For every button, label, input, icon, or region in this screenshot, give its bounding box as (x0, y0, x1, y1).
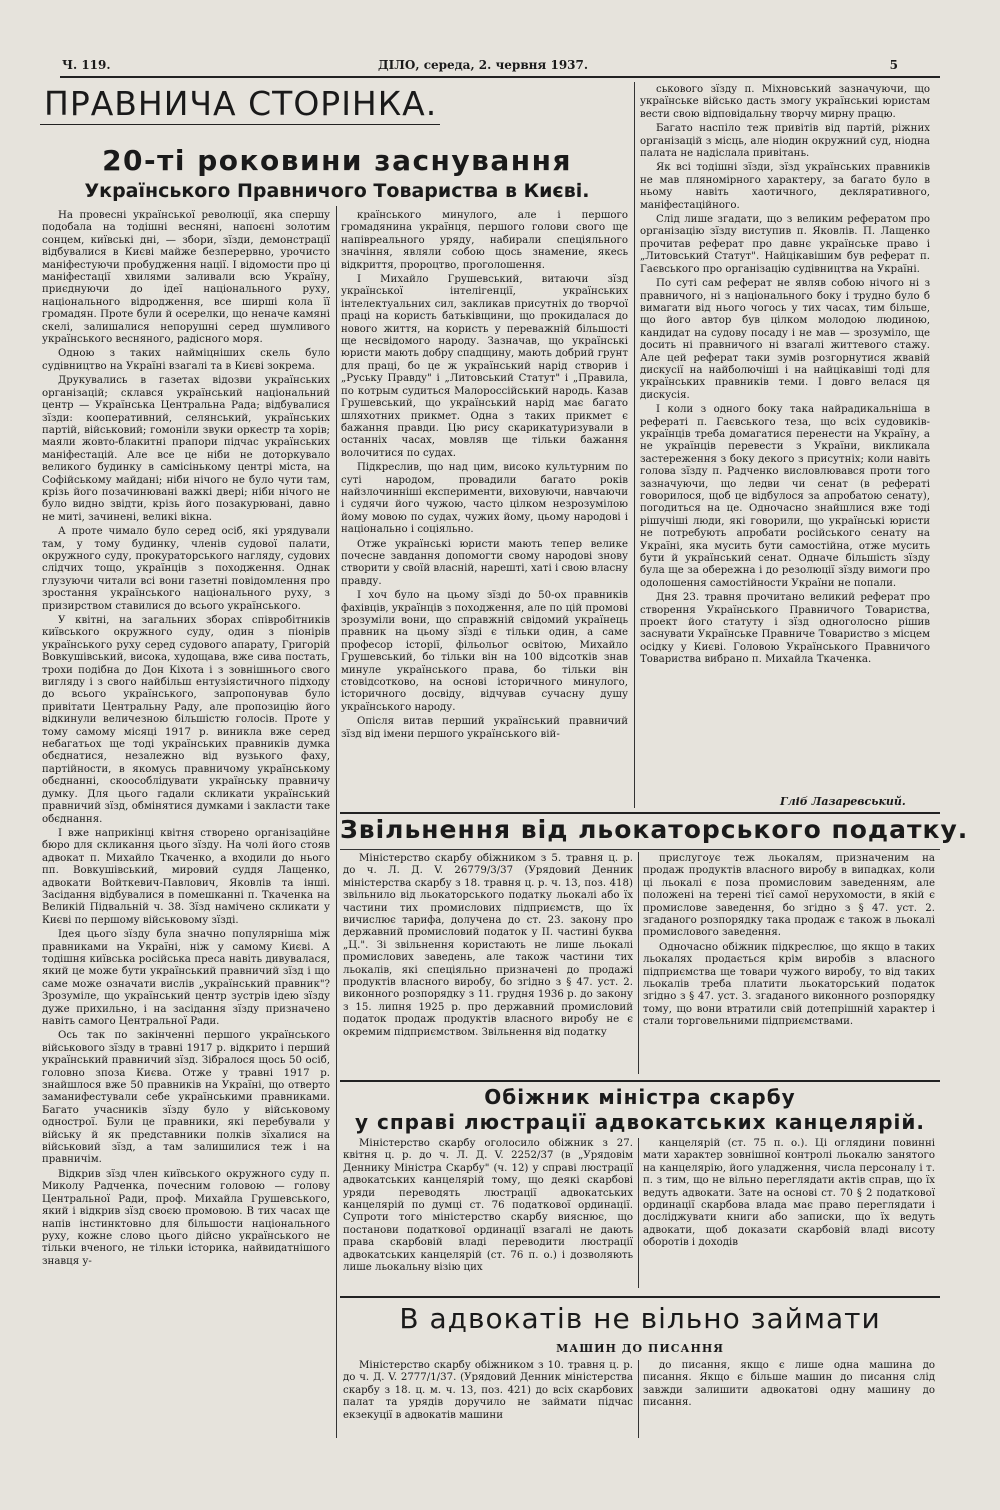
paragraph: І Михайло Грушевський, витаючи зїзд української інтелігенції, українських інтелектуальних сил, закликав присутніх до творчої праці на користь батьківщини, що прокидалася до нового життя, на користь у переважній більшості ще несвідомого народу. Зазначав, що українські юристи мають добру спадщину, мають добрий грунт для праці, бо це ж український нарід створив і „Руську Правду" і „Литовський Статут" і „Правила, по котрым судиться Малороссійський народь. Казав Грушевський, що український нарід має багато шляхотних прикмет. Одна з таких прикмет є бажання правди. Цю рису скарикатуризували в останніх часах, мовляв ще тільки бажання волочитися по судах. (341, 274, 628, 459)
paragraph: Міністерство скарбу обіжником з 5. травня ц. р. до ч. Л. Д. V. 26779/3/37 (Урядовий Денник міністерства скарбу з 18. травня ц. р. ч. 13, поз. 418) звільнило від льокаторського податку льокалі або їх частини тих промислових підприємств, що їх вичислює тарифа, долучена до ст. 23. закону про державний промисловий податок у ІІ. частині буква „Ц.". Зі звільнення користають не лише льокалі промислових заведень, але також частини тих льокалів, які спеціяльно призначені до продажі продуктів власного виробу, бо згідно з § 47. уст. 2. виконного розпорядку з 11. грудня 1936 р. до закону з 15. липня 1925 р. про державний промисловий податок продаж продуктів власного виробу не є окремим підприємством. Звільнення від податку (343, 853, 633, 1038)
issue-number: Ч. 119. (62, 58, 111, 72)
masthead-date: ДІЛО, середа, 2. червня 1937. (378, 58, 589, 72)
paragraph: Відкрив зїзд член київського окружного суду п. Миколу Радченка, почесним головою — голову Центральної Ради, проф. Михайла Грушевського, який і відкрив зїзд своєю промовою. В тих часах ще напів інстинктовно для більшости національного руху, кожне слово цього дійсно українського не тільки вченого, не тільки історика, найвидатнішого знавця у- (42, 1168, 330, 1267)
paragraph: до писання, якщо є лише одна машина до писання. Якщо є більше машин до писання слід завжди залишити адвокатові одну машину до писання. (643, 1360, 935, 1409)
article1-column-3 (640, 84, 930, 789)
paragraph: А проте чимало було серед осіб, які урядували там, у тому будинку, членів судової палати, окружного суду, прокураторського нагляду, судових слідчих тощо, українців з походження. Однак глузуючи читали всі вони газетні повідомлення про зростання українського національного руху, з призирством ставилися до всього українського. (42, 526, 330, 612)
paragraph: країнського минулого, але і першого громадянина українця, першого голови свого ще напівреального уряду, набирали спеціяльного значіння, являли собою щось знамение, якесь відкриття, пророцтво, проголошення. (341, 210, 628, 271)
article-divider (340, 1296, 940, 1298)
paragraph: Міністерство скарбу оголосило обіжник з 27. квітня ц. р. до ч. Л. Д. V. 2252/37 (в „Урядовім Деннику Міністра Скарбу" (ч. 12) у справі люстрації адвокатських канцелярій тому, що деякі скарбові уряди переводять люстрації адвокатських канцелярій по думці ст. 76 податкової ординації. Супроти того міністерство скарбу вияснює, що постанови податкової ординації взагалі не дають права скарбовій владі переводити люстрації адвокатських канцелярій (ст. 76 п. о.) і дозволяють лише льокальну візію цих (343, 1138, 633, 1274)
paragraph: Підкреслив, що над цим, високо культурним по суті народом, провадили багато років найзлочинніші експерименти, виховуючи, навчаючи і судячи його чужою, часто цілком незрозумілою йому мовою по судах, чужих йому, цьому народові і національно і соціяльно. (341, 462, 628, 536)
article4-subtitle: МАШИН ДО ПИСАННЯ (556, 1342, 724, 1355)
article3-title-line2: у справі люстрації адвокатських канцелярій. (354, 1110, 926, 1134)
article2-column-1 (343, 853, 633, 1073)
column-rule (634, 82, 635, 808)
article4-column-1 (343, 1360, 633, 1440)
paragraph: І коли з одного боку така найрадикальніша в рефераті п. Гаєвського теза, що всіх судовиків-українців треба домагатися перенести на Україну, а не українців перевести з України, викликала застереження з боку декого з присутніх; коли навіть голова зїзду п. Радченко висловлювався проти того зазначуючи, що ледви чи сенат (в рефераті говорилося, щоб це відбулося за апробатою сенату), погодиться на це. Одночасно знайшлися вже тоді рішучіші люди, які говорили, що українські юристи не потребують апробати російського сенату на Україні, яка мусить бути самостійна, отже мусить бути й український сенат. Одначе більшість зїзду була ще за обережна і до резолюції зїзду вимоги про одолошення самостійности України не попали. (640, 404, 930, 589)
paragraph: Слід лише згадати, що з великим рефератом про організацію зїзду виступив п. Яковлів. П. Лащенко прочитав реферат про давнє українське право і „Литовський Статут". Найцікавішим був реферат п. Гаєвського про організацію судівництва на Україні. (640, 214, 930, 275)
article1-title: 20-ті роковини заснування (102, 144, 572, 177)
paragraph: Друкувались в газетах відозви українських організацій; склався український національний центр — Українська Центральна Рада; відбувалися зїзди: кооперативний, селянський, українських партій, військовий; гомоніли звуки оркестр та хорів; маяли жовто-блакитні прапори підчас українських маніфестацій. Але все це ніби не доторкувало великого будинку в самісінькому центрі міста, на Софійському майдані; ніби нічого не було чути там, крізь його позачинювані важкі двері; ніби нічого не було видно звідти, крізь його позакурювані, давно не миті, зачинені, великі вікна. (42, 375, 330, 523)
article1-signature: Гліб Лазаревський. (780, 795, 906, 808)
article-divider (340, 1080, 940, 1082)
paragraph: На провесні української революції, яка спершу подобала на тодішні весняні, напоєні золотим сонцем, київські дні, — збори, зїзди, демонстрації відбувалися в Києві майже безперервно, урочисто маніфестуючи пробудження нації. І відомости про ці маніфестації хвилями заливали всю Україну, приєднуючи до ідеї національного руху, національного відродження, все ширші кола її громадян. Проте були й осерелки, що неначе камяні скелі, залишалися непорушні серед шумливого українського весняного, радісного моря. (42, 210, 330, 346)
article3-title (340, 1085, 940, 1135)
paragraph: Багато наспіло теж привітів від партій, ріжних організацій з місць, але ніодин окружний суд, ніодна палата не надіслала привітань. (640, 123, 930, 160)
article4-column-2 (643, 1360, 935, 1440)
paragraph: Одночасно обіжник підкреслює, що якщо в таких льокалях продається крім виробів з власного підприємства ще товари чужого виробу, то від таких льокалів треба платити льокаторський податок згідно з § 47. уст. 3. згаданого виконного розпорядку тому, що вони втратили свій дотепрішній характер і стали торговельними підприємствами. (643, 941, 935, 1028)
paragraph: Одною з таких найміцніших скель було судівництво на Україні взагалі та в Києві зокрема. (42, 348, 330, 372)
article3-column-1 (343, 1138, 633, 1288)
paragraph: Міністерство скарбу обіжником з 10. травня ц. р. до ч. Д. V. 2777/1/37. (Урядовий Денник міністерства скарбу з 18. ц. м. ч. 13, поз. 421) до всіх скарбових палат та урядів доручило не займати підчас екзекуції в адвокатів машини (343, 1360, 633, 1421)
article2-column-2 (643, 853, 935, 1073)
column-rule (336, 206, 337, 1438)
article4-title: В адвокатів не вільно займати (399, 1302, 881, 1335)
paragraph: Опісля витав перший український правничий зїзд від імени першого українського вій- (341, 716, 628, 740)
paragraph: Ідея цього зїзду була значно популярніша між правниками на Україні, ніж у самому Києві. А тодішня київська російська преса навіть дивувалася, який це може бути український правничий зїзд і що саме може означати вислів „український правник"? Зрозуміле, що український центр зустрів ідею зїзду дуже прихильно, і на засідання зїзду призначено навіть самого Центральної Ради. (42, 929, 330, 1027)
page-header (60, 56, 940, 78)
paragraph: Ось так по закінченні першого українського військового зїзду в травні 1917 р. відкрито і перший український правничий зїзд. Зібралося щось 50 осіб, головно зпоза Києва. Отже у травні 1917 р. знайшлося вже 50 правників на Україні, що отверто заманифестували себе українськими правниками. Багато учасників зїзду було у військовому однострої. Були це правники, які перебували у війську й як представники полків зїхалися на військовий зїзд, а там залишилися теж і на правничім. (42, 1030, 330, 1166)
paragraph: канцелярій (ст. 75 п. о.). Ці оглядини повинні мати характер зовнішної контролі льокалю занятого на канцелярію, його уладження, числа персоналу і т. п. з тим, що не вільно переглядати актів справ, що їх ведуть адвокати. Зате на основі ст. 70 § 2 податкової ординації скарбова влада має право переглядати і досліджувати книги або записки, що їх ведуть адвокати, щоб доказати скарбовій владі висоту оборотів і доходів (643, 1138, 935, 1249)
paragraph: Отже українські юристи мають тепер велике почесне завдання допомогти свому народові знову створити у своїй власній, нарешті, хаті і свою власну правду. (341, 538, 628, 587)
paragraph: У квітні, на загальних зборах співробітників київського окружного суду, один з піонірів українського руху серед судового апарату, Григорій Вовкушівський, висока, худощава, вже сива постать, трохи подібна до Дон Кіхота і з зовнішнього свого вигляду і з свого найбільш ентузіястичного підходу до всього українського, запропонував було привітати Центральну Раду, але пропозицію його відкинули величезною більшістю голосів. Проте у тому самому місяці 1917 р. виникла вже серед небагатьох ще тоді українських правників думка обєднатися, незалежно від вузького фаху, партійности, в якомусь правничому українському обєднанні, скоособлідувати українську правничу думку. Для цього гадали скликати український правничий зїзд, обмінятися думками і закласти таке обєднання. (42, 615, 330, 825)
paragraph: І вже наприкінці квітня створено організаційне бюро для скликання цього зїзду. На чолі його стояв адвокат п. Михайло Ткаченко, а входили до нього пп. Вовкушівський, мировий суддя Лащенко, адвокати Войткевич-Павлович, Яковлів та інші. Засідання відбувалися в помешканні п. Ткаченка на Великій Підвальній ч. 38. Зїзд намічено скликати у Києві по першому військовому зїзді. (42, 827, 330, 926)
section-title: ПРАВНИЧА СТОРІНКА. (44, 84, 438, 123)
article2-title: Звільнення від льокаторського податку. (340, 815, 969, 844)
article3-column-2 (643, 1138, 935, 1288)
column-rule (638, 1360, 639, 1438)
title-underline (340, 849, 940, 850)
article-divider (340, 812, 940, 814)
column-rule (638, 852, 639, 1074)
paragraph: Як всі тодішні зїзди, зїзд українських правників не мав пляномірного характеру, за багато було в ньому навіть хаотичного, декляративного, маніфестаційного. (640, 162, 930, 211)
article1-subtitle: Українського Правничого Товариства в Києві. (84, 180, 590, 202)
article1-column-1 (42, 210, 330, 1438)
column-rule (638, 1138, 639, 1288)
section-title-underline (40, 124, 440, 125)
paragraph: І хоч було на цьому зїзді до 50-ох правників фахівців, українців з походження, але по цій промові зрозуміли вони, що справжній свідомий українець правник на цьому зїзді є тільки один, а саме професор історії, фільольог освітою, Михайло Грушевський, бо тільки він на 100 відсотків знав минуле українського права, бо тільки він стовідсотково, на основі історичного минулого, історичного досвіду, відчував сучасну душу українського народу. (341, 590, 628, 713)
page-number: 5 (889, 58, 898, 72)
article3-title-line1: Обіжник міністра скарбу (484, 1085, 796, 1109)
paragraph: прислугоує теж льокалям, призначеним на продаж продуктів власного виробу в випадках, коли ці льокалі є поза промисловим заведенням, але положені на терені тієї самої нерухомости, в якій є промислове заведення, бо згідно з § 47. уст. 2. згаданого розпорядку така продаж є також в льокалі промислового заведення. (643, 853, 935, 939)
paragraph: ськового зїзду п. Міхновський зазначуючи, що українське військо дасть змогу українськиі юристам вести свою відповідальну творчу мирну працю. (640, 84, 930, 120)
article1-column-2 (341, 210, 628, 804)
paragraph: По суті сам реферат не являв собою нічого ні з правничого, ні з національного боку і трудно було б вимагати від нього чогось у тих часах, тим більше, що його автор був цілком молодою людиною, кандидат на судову посаду і не мав — зрозуміло, ще досить ні правничого ні взагалі життевого стажу. Але цей реферат таки зумів розгорнутися жвавій дискусії на найболючіші і на найцікавіші тоді для українських правників теми. І довго велася ця дискусія. (640, 278, 930, 401)
paragraph: Дня 23. травня прочитано великий реферат про створення Українського Правничого Товариства, проект його статуту і зїзд одноголосно рішив заснувати Українське Правниче Товариство з місцем осідку у Києві. Головою Українського Правничого Товариства вибрано п. Михайла Ткаченка. (640, 592, 930, 666)
